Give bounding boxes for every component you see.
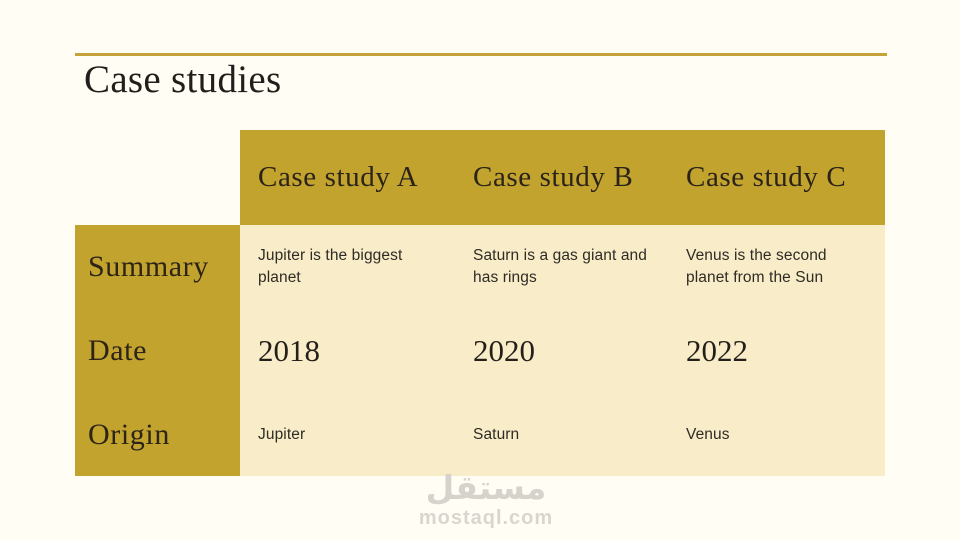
title-divider-rule: [75, 53, 887, 56]
table-row-header-column: [75, 225, 240, 476]
watermark-url: mostaql.com: [418, 507, 554, 530]
table-cell-origin-c: Venus: [686, 425, 730, 443]
table-cell-origin-b: Saturn: [473, 425, 520, 443]
table-cell-summary-c: Venus is the second planet from the Sun: [686, 246, 827, 286]
table-cell-date-b: 2020: [473, 333, 535, 368]
table-cell-summary-b: Saturn is a gas giant and has rings: [473, 246, 647, 286]
table-cell-date-a: 2018: [258, 333, 320, 368]
table-cell-date-c: 2022: [686, 333, 748, 368]
row-header-summary: Summary: [88, 250, 209, 283]
row-header-origin: Origin: [88, 417, 170, 451]
watermark: [419, 470, 553, 530]
table-cell-origin-a: Jupiter: [258, 425, 306, 443]
column-header-case-study-a: Case study A: [258, 161, 419, 193]
page-title: Case studies: [84, 58, 282, 101]
column-header-case-study-c: Case study C: [686, 161, 847, 193]
mostaql-logo: مستقل: [425, 468, 547, 507]
table-cell-summary-a: Jupiter is the biggest planet: [258, 246, 403, 286]
column-header-case-study-b: Case study B: [473, 161, 634, 193]
row-header-date: Date: [88, 334, 148, 367]
table-column-header-row: [240, 130, 885, 225]
table-body: [240, 225, 885, 476]
